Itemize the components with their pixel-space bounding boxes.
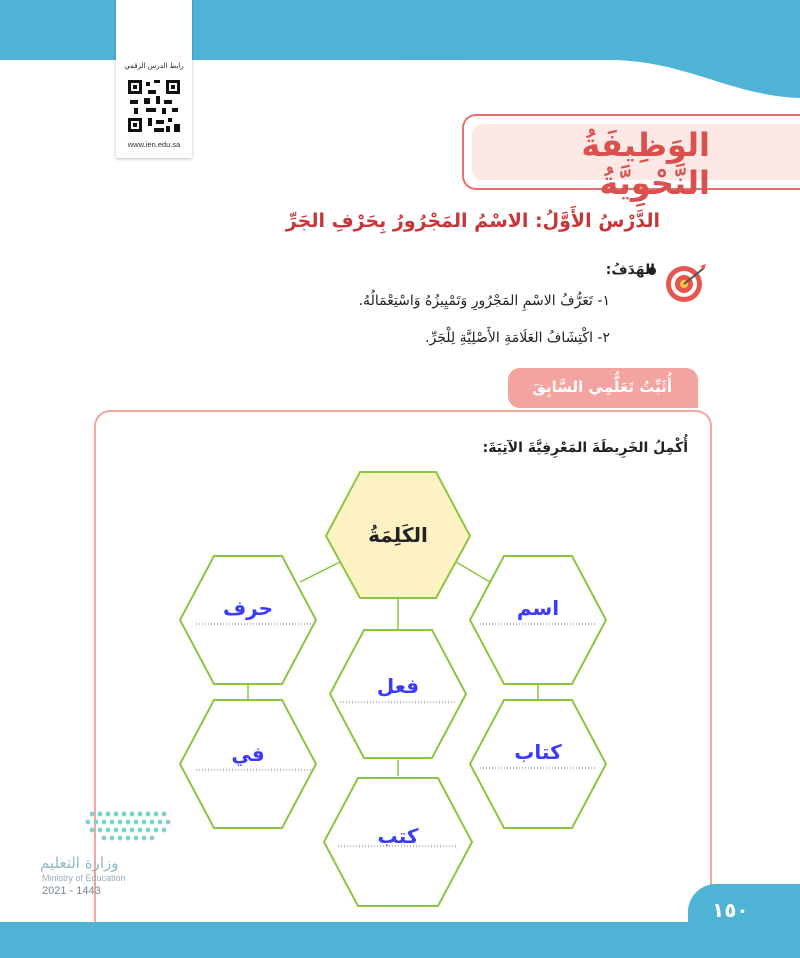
goal-item-1: ١- تَعَرُّفُ الاسْمِ المَجْرُورِ وَتَمْيِيزُهُ وَاسْتِعْمَالُهُ. <box>358 293 610 309</box>
qr-caption: رابط الدرس الرقمي <box>124 62 184 70</box>
ministry-logo-icon <box>42 808 178 852</box>
connector-center-particle <box>300 562 340 582</box>
answer-verb-example[interactable]: كتب <box>377 824 419 848</box>
goal-heading: الهَدَفُ: <box>605 262 655 278</box>
ministry-name-en: Ministry of Education <box>42 873 126 883</box>
answer-particle-example[interactable]: في <box>231 742 265 766</box>
activity-instruction: أُكْمِلُ الخَرِيطَةَ المَعْرِفِيَّةَ الآتِيَةَ: <box>482 440 688 456</box>
ministry-year: 2021 - 1443 <box>42 885 101 897</box>
unit-title: الوَظِيفَةُ النَّحْوِيَّةُ <box>581 126 710 202</box>
hex-center-label: الكَلِمَةُ <box>368 523 428 547</box>
hex-noun-example <box>470 700 606 828</box>
answer-noun-example[interactable]: كتاب <box>514 740 562 764</box>
page-number: ١٥٠ <box>712 898 749 922</box>
prior-learning-label: أُثَبِّتُ تَعَلُّمِي السَّابِقَ <box>532 378 672 396</box>
hex-particle <box>180 556 316 684</box>
answer-verb[interactable]: فعل <box>376 674 420 698</box>
ministry-name-ar: وزارة التعليم <box>40 854 119 872</box>
hex-noun <box>470 556 606 684</box>
bottom-decorative-band <box>0 922 800 958</box>
answer-particle[interactable]: حرف <box>222 596 274 620</box>
connector-center-noun <box>456 562 490 582</box>
answer-noun[interactable]: اسم <box>516 596 560 620</box>
lesson-title: الدَّرْسُ الأَوَّلُ: الاسْمُ المَجْرُورُ بِحَرْفِ الجَرِّ <box>285 210 660 232</box>
goal-item-2: ٢- اكْتِشَافُ العَلَامَةِ الأَصْلِيَّةِ لِلْجَرِّ. <box>425 330 610 346</box>
qr-url[interactable]: www.ien.edu.sa <box>127 140 181 149</box>
